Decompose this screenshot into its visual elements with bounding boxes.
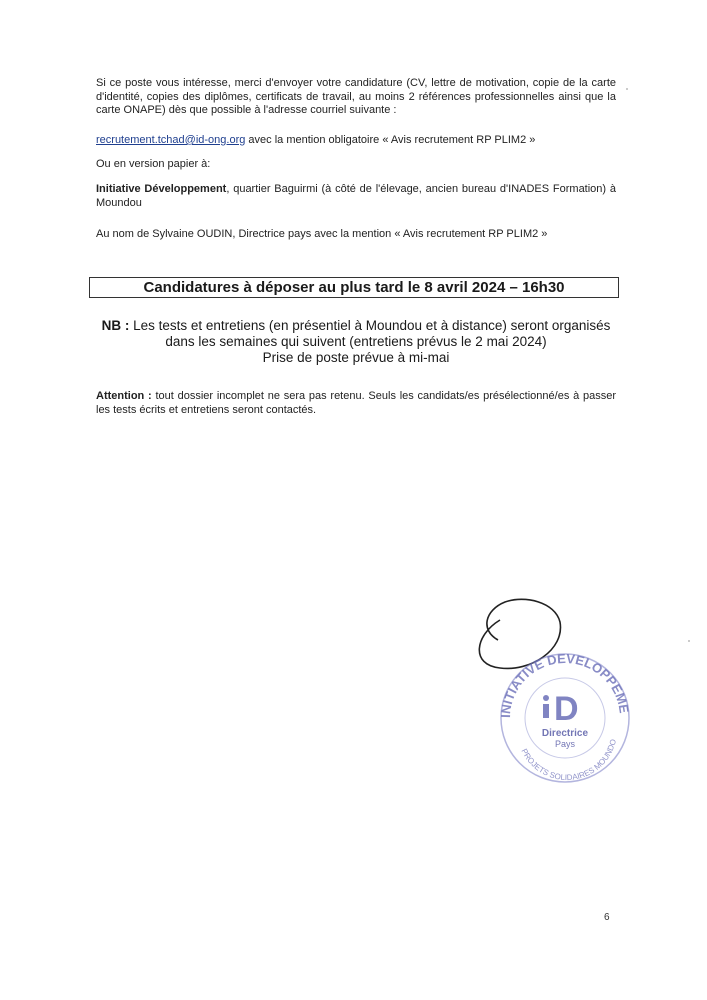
attention-note [96,390,616,417]
attention-text: tout dossier incomplet ne sera pas retenu. Seuls les candidats/es présélectionné/es à passer les tests écrits et entretiens seront contactés. [96,390,617,416]
application-instructions-text: Si ce poste vous intéresse, merci d'envoyer votre candidature (CV, lettre de motivation, copie de la carte d'identité, copies des diplômes, certificats de travail, au moins 2 références professionnelles ainsi que la carte ONAPE) dès que possible à l'adresse courriel suivante : [96,77,616,116]
svg-text:PROJETS SOLIDAIRES MOUNDOU-TCH [470,590,618,782]
page-number: 6 [604,912,610,923]
email-link[interactable]: recrutement.tchad@id-ong.org [96,134,246,146]
stamp-bottom-text: PROJETS SOLIDAIRES MOUNDO [519,738,619,783]
email-line [96,134,616,148]
stamp-graphic [470,590,650,800]
paper-version-text: Ou en version papier à: [96,158,211,170]
email-mention: avec la mention obligatoire « Avis recrutement RP PLIM2 » [245,134,536,146]
nb-label: NB : [101,318,130,333]
organization-address: , quartier Baguirmi (à côté de l'élevage, ancien bureau d'INADES Formation) à Moundou [96,183,617,209]
nb-note [96,318,616,366]
addressee-line [96,228,616,242]
signature-and-stamp [470,590,650,800]
application-instructions [96,77,616,118]
stamp-role-line2: Pays [554,739,576,749]
scan-speck [626,88,628,90]
postal-address [96,183,616,210]
deadline-text: Candidatures à déposer au plus tard le 8 avril 2024 – 16h30 [143,279,565,296]
paper-version-intro [96,158,616,172]
organization-name: Initiative Développement [96,183,227,195]
deadline-box [89,277,619,298]
scan-speck [688,640,690,642]
addressee-text: Au nom de Sylvaine OUDIN, Directrice pays avec la mention « Avis recrutement RP PLIM2 » [96,228,548,240]
id-logo [543,690,579,728]
start-date-note: Prise de poste prévue à mi-mai [262,350,450,365]
nb-text: Les tests et entretiens (en présentiel à Moundou et à distance) seront organisés dans les semaines qui suivent (entretiens prévus le 2 mai 2024) [129,318,611,349]
stamp-role-line1: Directrice [541,728,589,739]
attention-label: Attention : [96,390,152,402]
stamp-logo-letter: D [554,690,579,728]
stamp-top-text: INITIATIVE DEVELOPPEME [497,650,632,719]
